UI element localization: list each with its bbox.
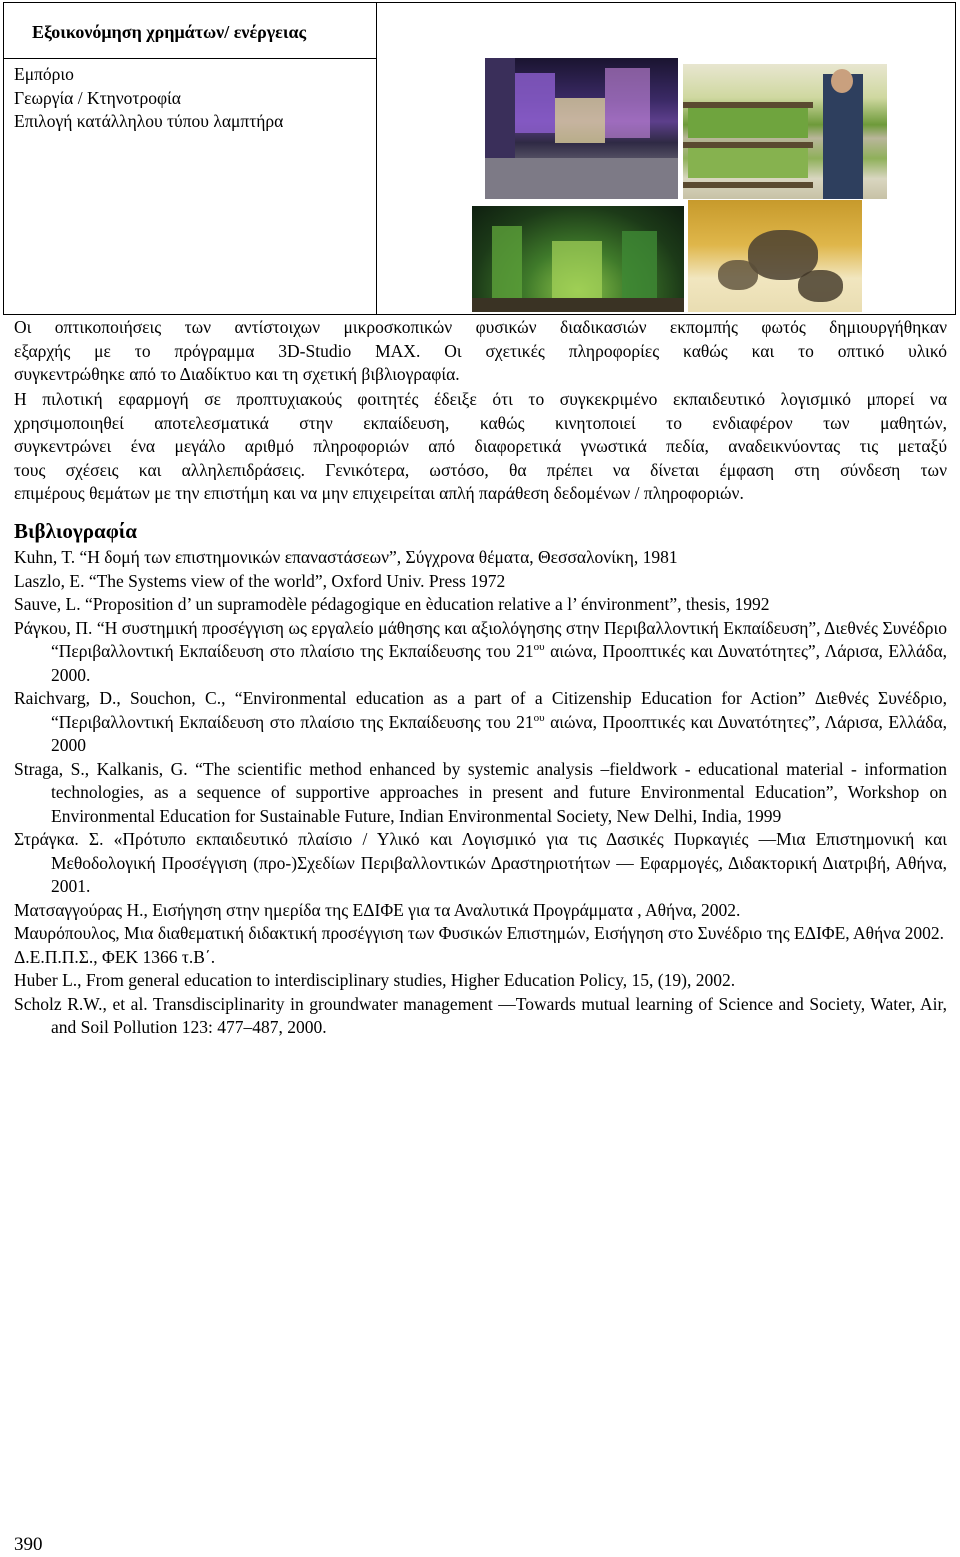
photo-mall-interior — [485, 58, 678, 199]
reference-item: Scholz R.W., et al. Transdisciplinarity in groundwater management —Towards mutual learning of Science and Society, Water, Air, and Soil Pollution 123: 477–487, 2000. — [14, 993, 947, 1037]
reference-item: Ματσαγγούρας Η., Εισήγηση στην ημερίδα της ΕΔΙΦΕ για τα Αναλυτικά Προγράμματα , Αθήνα, 2002. — [14, 899, 741, 920]
table-item: Εμπόριο — [14, 64, 74, 84]
paragraph-line: Οι οπτικοποιήσεις των αντίστοιχων μικροσκοπικών φυσικών διαδικασιών εκπομπής φωτός δημιουργήθηκαν — [14, 317, 947, 337]
reference-item: Kuhn, T. “Η δομή των επιστημονικών επαναστάσεων”, Σύγχρονα θέματα, Θεσσαλονίκη, 1981 — [14, 547, 678, 567]
reference-superscript: ου — [533, 711, 545, 724]
table-title: Εξοικονόμηση χρημάτων/ ενέργειας — [32, 22, 307, 42]
reference-item: Laszlo, E. “The Systems view of the world”, Oxford Univ. Press 1972 — [14, 570, 506, 591]
paragraph-line: Η πιλοτική εφαρμογή σε προπτυχιακούς φοιτητές έδειξε ότι το συγκεκριμένο εκπαιδευτικό λογισμικό μπορεί να — [14, 389, 947, 409]
bibliography-list — [14, 546, 947, 1040]
paragraph-visualizations — [14, 316, 947, 387]
paragraph-line: χρησιμοποιηθεί αποτελεσματικά στην εκπαίδευση, καθώς κινητοποιεί το ενδιαφέρον των μαθητών, — [14, 412, 947, 433]
reference-item: Sauve, L. “Proposition d’ un supramodèle pédagogique en èducation relative a l’ énvironment”, thesis, 1992 — [14, 594, 770, 614]
reference-text: Ράγκου, Π. “Η συστημική προσέγγιση ως εργαλείο μάθησης και αξιολόγησης στην Περιβαλλοντική Εκπαίδευση”, Διεθνές Συνέδριο “Περιβαλλοντική Εκπαίδευση στο πλαίσιο της Εκπαίδευσης του 21 — [14, 617, 947, 661]
photo-aquarium — [472, 206, 684, 312]
photo-plant-shelves — [683, 64, 887, 199]
reference-text: Raichvarg, D., Souchon, C., “Environmental education as a part of a Citizenship Education for Action” Διεθνές Συνέδριο, “Περιβαλλοντική Εκπαίδευση στο πλαίσιο της Εκπαίδευσης του 21 — [14, 688, 947, 732]
table-items — [14, 63, 283, 134]
paragraph-line: συγκεντρώνει ένα μεγάλο αριθμό πληροφοριών από διαφορετικά γνωστικά πεδία, αναδεικνύοντας τις μεταξύ — [14, 436, 947, 456]
reference-item: Huber L., From general education to interdisciplinary studies, Higher Education Policy, 15, (19), 2002. — [14, 970, 736, 990]
reference-item: Στράγκα. Σ. «Πρότυπο εκπαιδευτικό πλαίσιο / Υλικό και Λογισμικό για τις Δασικές Πυρκαγιές —Μια Επιστημονική και Μεθοδολογική Προσέγγιση (προ-)Σχεδίων Περιβαλλοντικών Δραστηριοτήτων — Εφαρμογές, Διδακτορική Διατριβή, Αθήνα, 2001. — [14, 829, 947, 896]
table-item: Επιλογή κατάλληλου τύπου λαμπτήρα — [14, 111, 284, 131]
paragraph-line: τους σχέσεις και αλληλεπιδράσεις. Γενικότερα, ωστόσο, θα πρέπει να δίνεται έμφαση στη σύνδεση των — [14, 459, 947, 480]
reference-item: Μαυρόπουλος, Μια διαθεματική διδακτική προσέγγιση των Φυσικών Επιστημών, Εισήγηση στο Συνέδριο της ΕΔΙΦΕ, Αθήνα 2002. — [14, 923, 945, 943]
page-number: 390 — [14, 1534, 43, 1555]
bibliography-heading: Βιβλιογραφία — [14, 519, 138, 543]
paragraph-line: επιμέρους θεμάτων με την επιστήμη και να μην επιχειρείται απλή παράθεση δεδομένων / πληροφοριών. — [14, 483, 744, 503]
reference-text: αιώνα, Προοπτικές και Δυνατότητες”, Λάρισα, Ελλάδα, 2000 — [51, 711, 947, 755]
table-item: Γεωργία / Κτηνοτροφία — [14, 87, 181, 108]
table-divider — [4, 58, 376, 59]
paragraph-pilot-application — [14, 388, 947, 506]
reference-superscript: ου — [533, 641, 545, 653]
reference-text: αιώνα, Προοπτικές και Δυνατότητες”, Λάρισα, Ελλάδα, 2000. — [51, 641, 947, 685]
reference-item — [14, 687, 947, 758]
reference-item — [14, 617, 947, 688]
paragraph-line: εξαρχής με το πρόγραμμα 3D-Studio MAX. Οι σχετικές πληροφορίες καθώς και το οπτικό υλικό — [14, 340, 947, 361]
reference-item: Δ.Ε.Π.Π.Σ., ΦΕΚ 1366 τ.Β΄. — [14, 946, 216, 967]
paragraph-line: συγκεντρώθηκε από το Διαδίκτυο και τη σχετική βιβλιογραφία. — [14, 364, 460, 384]
photo-chicks-heat-lamp — [688, 200, 862, 312]
reference-item: Straga, S., Kalkanis, G. “The scientific method enhanced by systemic analysis –fieldwork - educational material - information technologies, as a sequence of supportive approaches in present and future Environmental Education”, Workshop on Environmental Education for Sustainable Future, Indian Environmental Society, New Delhi, India, 1999 — [14, 758, 947, 826]
table-divider — [376, 3, 377, 314]
